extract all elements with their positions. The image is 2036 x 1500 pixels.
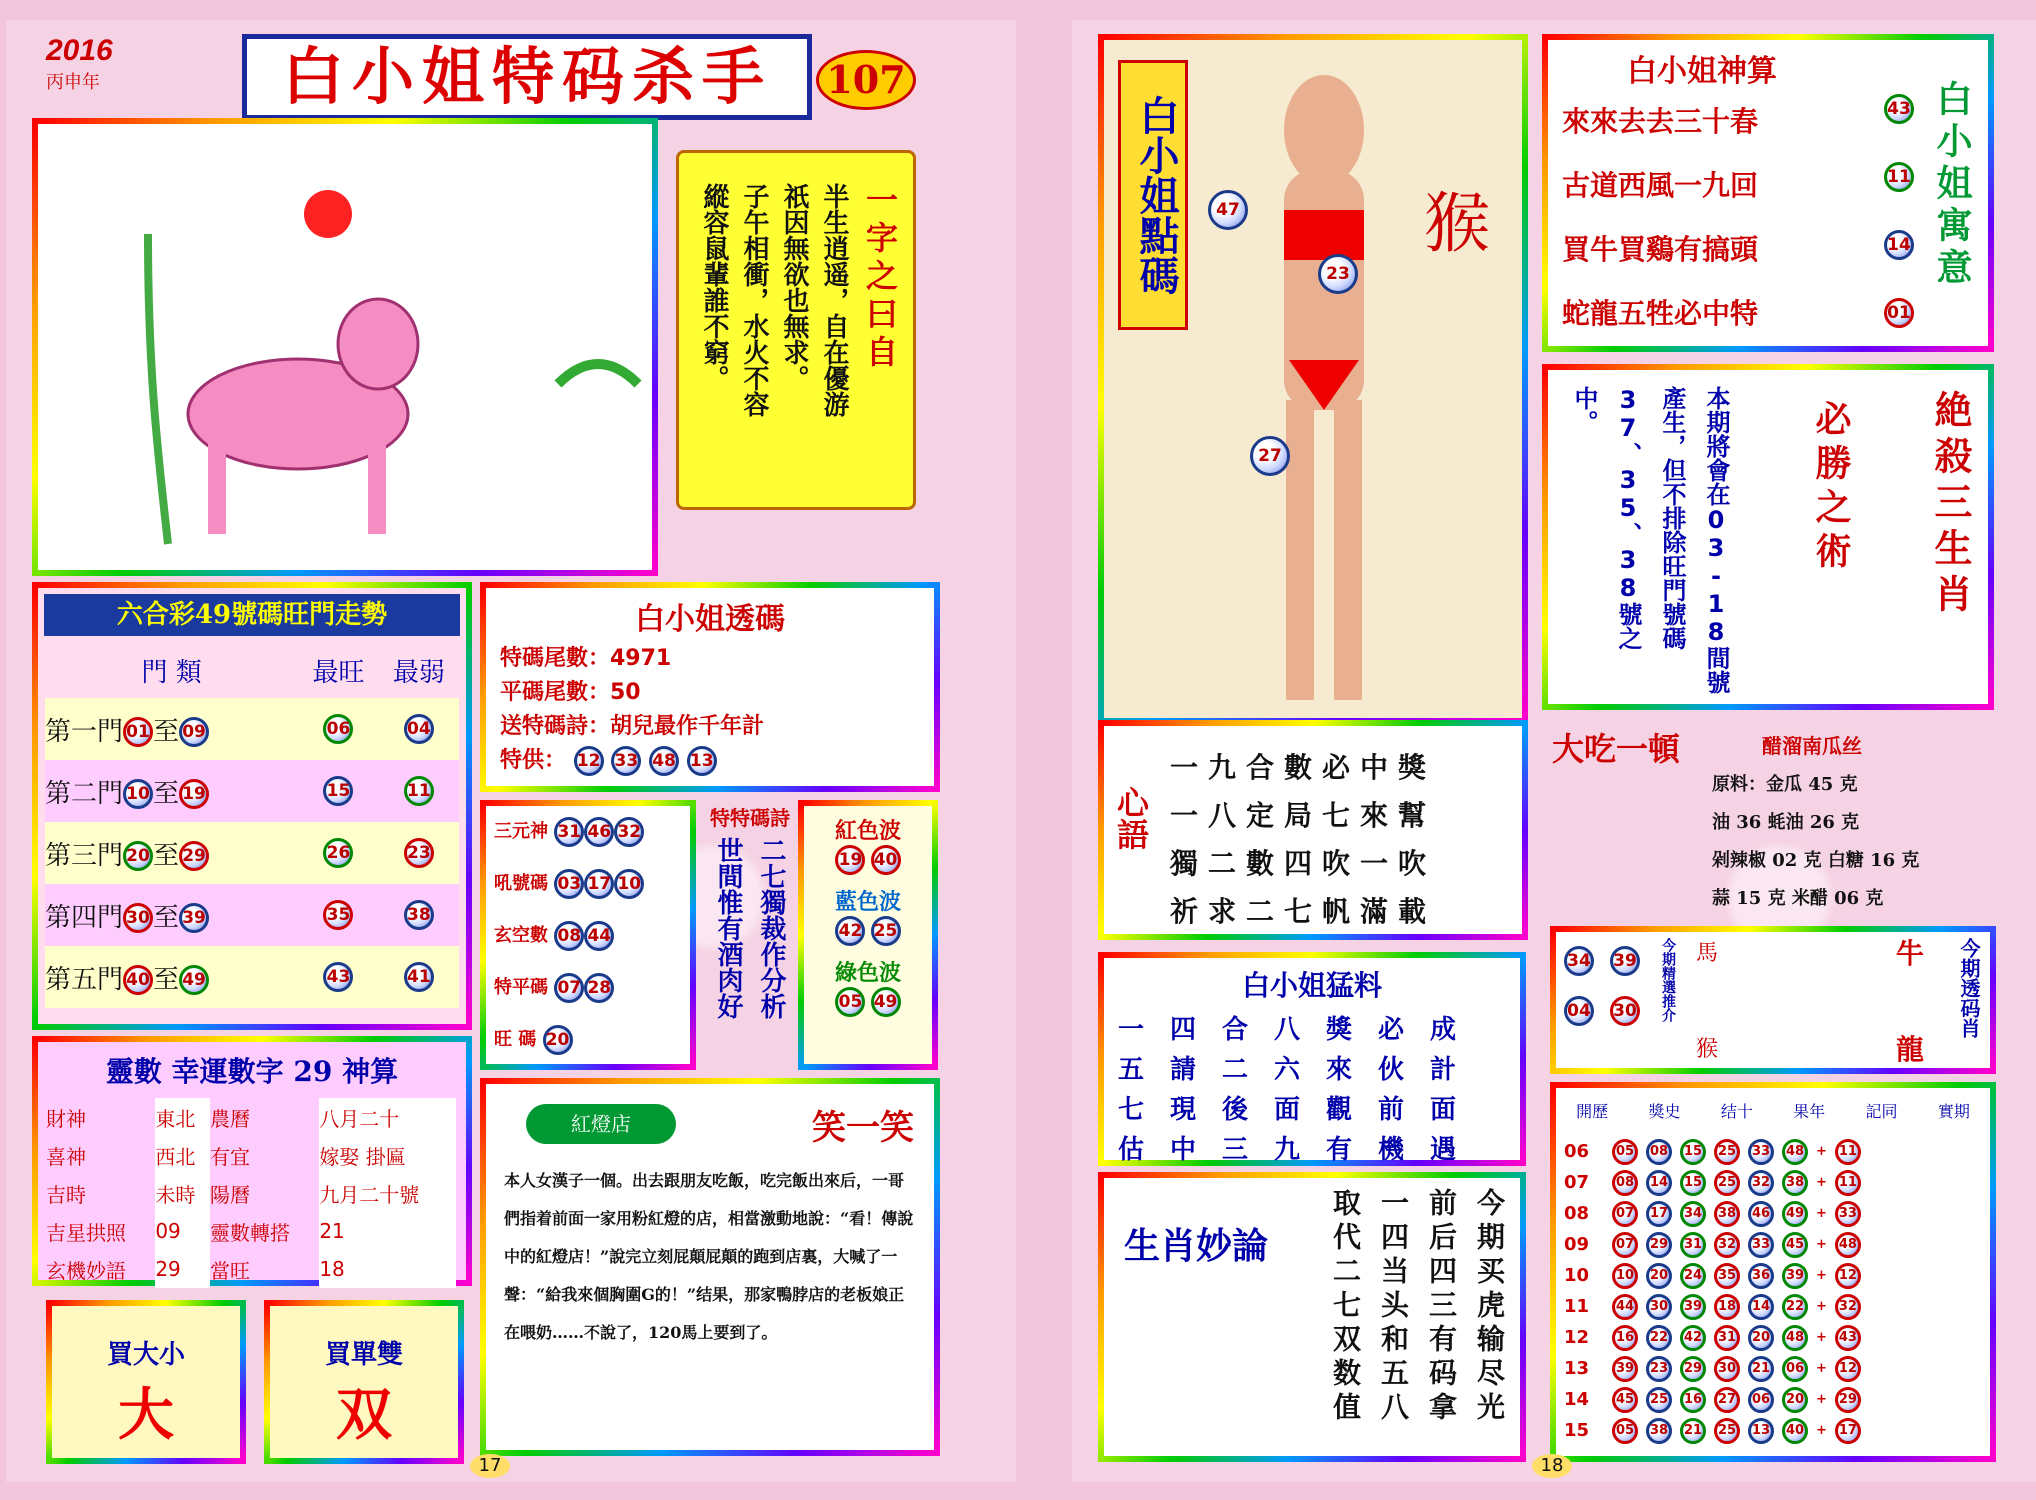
hist-header: 實期 [1937,1101,1970,1121]
ball: 17 [1646,1201,1672,1227]
sx-miao-lun [1098,1172,1526,1462]
row-label: 第五門 [45,964,124,995]
ball: 20 [1782,1387,1808,1413]
ball: 25 [1714,1170,1740,1196]
hist-period: 09 [1564,1234,1590,1255]
ball: 40 [1782,1418,1808,1444]
ball: 12 [1835,1356,1861,1382]
ball: 03 [554,869,584,899]
ball: 40 [871,845,901,875]
xin-line: 獨二數四吹一吹 [1170,847,1437,880]
ball: 08 [1612,1170,1638,1196]
recipe-line: 蒜 15 克 米醋 06 克 [1712,888,1884,909]
ball: 33 [1835,1201,1861,1227]
zodiac-horse: 馬 [1696,941,1719,966]
ball: 08 [554,921,584,951]
zodiac-dragon: 龍 [1896,1033,1925,1066]
lucky-cell: 西北 [155,1136,210,1174]
ball: 23 [1646,1356,1672,1382]
ball: 48 [649,746,679,776]
ball: 11 [1835,1170,1861,1196]
plus-sign: + [1816,1175,1827,1190]
ball: 27 [1714,1387,1740,1413]
ball: 20 [543,1025,573,1055]
col-header: 最旺 [312,657,365,688]
jin-tou: 今期透码肖 [1957,938,1981,1038]
ball: 19 [179,779,209,809]
tou-ma-box [480,582,940,792]
lucky-cell: 陽曆 [209,1182,250,1207]
hist-header: 記同 [1865,1101,1898,1121]
meng-row: 五請二六來伙計 [1118,1055,1483,1085]
recipe-line: 剁辣椒 02 克 白糖 16 克 [1712,850,1920,871]
ball: 05 [1612,1139,1638,1165]
hist-row [1564,1322,1982,1353]
big-small-box [46,1300,246,1464]
ball: 01 [123,717,153,747]
ball: 35 [323,900,353,930]
plus-sign: + [1816,1237,1827,1252]
ball: 21 [1748,1356,1774,1382]
trend-title: 六合彩49號碼旺門走勢 [44,594,460,636]
hist-period: 08 [1564,1203,1590,1224]
hist-row [1564,1415,1982,1446]
ball: 49 [1782,1201,1808,1227]
recipe-dish: 醋溜南瓜丝 [1762,734,1862,758]
lucky-cell: 09 [155,1212,210,1250]
lucky-cell: 未時 [155,1174,210,1212]
ball: 14 [1748,1294,1774,1320]
tou-title: 白小姐透碼 [635,602,785,637]
ball: 17 [584,869,614,899]
ball: 38 [1782,1170,1808,1196]
ball: 30 [123,903,153,933]
hist-row [1564,1136,1982,1167]
number-list [480,800,696,1070]
meng-row: 估中三九有機遇 [1118,1135,1483,1165]
tou-line: 送特碼詩：胡兒最作千年計 [500,714,765,739]
big-small-value: 大 [118,1382,174,1448]
ball: 28 [584,973,614,1003]
xin-line: 一九合數必中獎 [1170,751,1437,784]
bisheng-box [1542,364,1994,710]
ball: 39 [1680,1294,1706,1320]
num-label: 旺 碼 [494,1029,537,1050]
ball: 10 [1612,1263,1638,1289]
row-label: 第三門 [45,840,124,871]
ball: 24 [1680,1263,1706,1289]
special-poem-line: 二七獨裁作分析 [756,837,786,1019]
sx-title: 生肖妙論 [1124,1225,1269,1267]
year-block [46,34,196,104]
lucky-cell: 21 [319,1212,456,1250]
ball: 15 [1680,1170,1706,1196]
ball: 25 [871,916,901,946]
lucky-cell: 喜神 [46,1144,86,1169]
hist-row [1564,1291,1982,1322]
hist-period: 13 [1564,1358,1590,1379]
ball: 36 [1748,1263,1774,1289]
ball: 22 [1782,1294,1808,1320]
ball: 39 [1610,946,1640,976]
ball: 20 [1646,1263,1672,1289]
ball: 04 [404,714,434,744]
hist-period: 10 [1564,1265,1590,1286]
tou-line: 平碼尾數：50 [500,680,641,705]
ball: 21 [1680,1418,1706,1444]
recipe-line: 油 36 蚝油 26 克 [1712,812,1860,833]
ball: 49 [871,987,901,1017]
ball: 30 [1646,1294,1672,1320]
ball: 10 [123,779,153,809]
special-poem-line: 世間惟有酒肉好 [713,837,743,1019]
meng-row: 一四合八獎必成 [1118,1015,1483,1045]
num-label: 三元神 [494,821,548,842]
title-banner [242,34,812,120]
ball: 17 [1835,1418,1861,1444]
ball: 31 [554,817,584,847]
plus-sign: + [1816,1268,1827,1283]
ball: 20 [123,841,153,871]
lucky-cell: 吉星拱照 [46,1220,126,1245]
ball: 23 [1318,254,1358,294]
hist-period: 14 [1564,1389,1590,1410]
bisheng-text: 本期將會在03-18間號產生，但不排除旺門號碼37、35、38號之中。 [1570,386,1730,694]
jin-qi [1550,926,1996,1074]
wave-name: 綠色波 [834,960,901,986]
num-label: 玄空數 [494,925,548,946]
ball: 12 [1835,1263,1861,1289]
trend-row [45,698,459,760]
ball: 07 [1612,1232,1638,1258]
hist-row [1564,1229,1982,1260]
xin-yu [1098,720,1528,940]
ball: 35 [1714,1263,1740,1289]
ball: 13 [687,746,717,776]
ball: 18 [1714,1294,1740,1320]
joke-text: 本人女漢子一個。出去跟朋友吃飯，吃完飯出來后，一哥們指着前面一家用粉紅燈的店，相當激動地說：“看！傳說中的紅燈店！”說完立刻屁顛屁顛的跑到店裏，大喊了一聲：“給我來個胸圍G的！”结果，那家鴨脖店的老板娘正在喂奶……不說了，120馬上要到了。 [504,1171,914,1342]
sep: 至 [153,716,180,747]
ball: 48 [1835,1232,1861,1258]
joke-title: 笑一笑 [812,1108,914,1148]
shen-title: 白小姐神算 [1627,54,1777,89]
ball: 20 [1748,1325,1774,1351]
ball: 31 [1680,1232,1706,1258]
ball: 15 [323,776,353,806]
ball: 05 [1612,1418,1638,1444]
year-cn: 丙申年 [46,72,100,93]
ball: 43 [1884,94,1914,124]
color-waves [798,800,938,1070]
ball: 26 [323,838,353,868]
ball: 22 [1646,1325,1672,1351]
ball: 06 [1782,1356,1808,1382]
shen-line: 來來去去三十春 [1562,105,1759,138]
ball: 32 [1748,1170,1774,1196]
sep: 至 [153,902,180,933]
lucky-cell: 吉時 [46,1182,86,1207]
ball: 43 [323,962,353,992]
lucky-cell: 九月二十號 [319,1174,456,1212]
hist-period: 15 [1564,1420,1590,1441]
ball: 13 [1748,1418,1774,1444]
plus-sign: + [1816,1144,1827,1159]
shen-suan [1542,34,1994,352]
zodiac-animal: 猴 [1424,185,1490,262]
ball: 12 [574,746,604,776]
ball: 07 [1612,1201,1638,1227]
ball: 33 [1748,1232,1774,1258]
dian-title: 白小姐點碼 [1118,60,1188,330]
ball: 27 [1250,436,1290,476]
xin-line: 一八定局七來幫 [1170,799,1437,832]
page-number: 18 [1532,1454,1572,1478]
poem-line: 子午相衝，水火不容 [739,183,769,417]
lucky-cell: 29 [155,1250,210,1288]
ball: 48 [1782,1325,1808,1351]
wave-name: 紅色波 [834,818,901,844]
ball: 34 [1680,1201,1706,1227]
hist-period: 12 [1564,1327,1590,1348]
ball: 08 [1646,1139,1672,1165]
hist-row [1564,1384,1982,1415]
ball: 04 [1564,996,1594,1026]
trend-row [45,946,459,1008]
ball: 44 [584,921,614,951]
hist-header: 開歷 [1576,1101,1609,1121]
ball: 32 [614,817,644,847]
ball: 29 [1646,1232,1672,1258]
ball: 40 [123,965,153,995]
ball: 38 [1646,1418,1672,1444]
ball: 47 [1208,190,1248,230]
ball: 33 [1748,1139,1774,1165]
ball: 46 [1748,1201,1774,1227]
ball: 42 [835,916,865,946]
lucky-cell: 嫁娶 掛匾 [319,1136,456,1174]
ball: 44 [1612,1294,1638,1320]
ball: 39 [1782,1263,1808,1289]
tou-line: 特碼尾數：4971 [500,646,672,671]
recipe [1552,710,2002,920]
lucky-cell: 靈數轉搭 [209,1220,290,1245]
ball: 46 [584,817,614,847]
ball: 32 [1835,1294,1861,1320]
plus-sign: + [1816,1330,1827,1345]
joke-tag: 紅燈店 [526,1104,676,1144]
ball: 25 [1714,1418,1740,1444]
scroll-title: 一字之曰自 [861,183,899,373]
ball: 29 [1680,1356,1706,1382]
sep: 至 [153,840,180,871]
sx-col: 一四当头和五八 [1377,1188,1410,1426]
ball: 38 [404,900,434,930]
shen-line: 古道西風一九回 [1562,169,1759,202]
ball: 39 [179,903,209,933]
lucky-cell: 財神 [46,1106,86,1131]
ball: 07 [554,973,584,1003]
jin-tag: 今期精選推介 [1660,938,1676,1022]
model-figure-icon [1214,60,1434,710]
xin-line: 祈求二七帆滿載 [1170,895,1437,928]
hist-header: 果年 [1793,1101,1826,1121]
hist-row [1564,1353,1982,1384]
odd-even-title: 買單雙 [324,1340,403,1370]
recipe-title: 大吃一頓 [1552,730,1681,768]
row-label: 第一門 [45,716,124,747]
ball: 15 [1680,1139,1706,1165]
hist-period: 11 [1564,1296,1590,1317]
plus-sign: + [1816,1423,1827,1438]
kill-zodiac: 絶殺三生肖 [1928,390,1973,620]
ball: 06 [323,714,353,744]
poem-scroll [676,150,916,510]
row-label: 第二門 [45,778,124,809]
hist-period: 06 [1564,1141,1590,1162]
hist-period: 07 [1564,1172,1590,1193]
lucky-cell: 東北 [155,1098,210,1136]
poem-line: 縱容鼠輩誰不窮。 [699,183,729,391]
num-label: 吼號碼 [494,873,548,894]
ball: 10 [614,869,644,899]
lucky-cell: 農曆 [209,1106,250,1131]
ball: 25 [1714,1139,1740,1165]
hist-rows [1556,1132,1990,1450]
ball: 11 [1835,1139,1861,1165]
tou-line: 特供： [500,748,567,773]
ball: 33 [611,746,641,776]
ball: 34 [1564,946,1594,976]
hist-row [1564,1260,1982,1291]
ball: 30 [1714,1356,1740,1382]
ball: 16 [1612,1325,1638,1351]
hist-header: 结十 [1720,1101,1753,1121]
model-photo [1098,34,1528,724]
ball: 14 [1646,1170,1672,1196]
hist-row [1564,1198,1982,1229]
zodiac-monkey: 猴 [1696,1037,1719,1062]
ball: 25 [1646,1387,1672,1413]
plus-sign: + [1816,1299,1827,1314]
special-poem [702,802,798,1062]
ball: 19 [835,845,865,875]
lucky-cell: 八月二十 [319,1098,456,1136]
title: 白小姐特码杀手 [281,40,772,113]
trend-row [45,760,459,822]
zodiac-ox: 牛 [1896,937,1925,970]
ball: 05 [835,987,865,1017]
poem-line: 半生逍遥，自在優游 [819,183,849,417]
lucky-cell: 玄機妙語 [46,1258,126,1283]
ball: 23 [404,838,434,868]
shen-line: 蛇龍五牲必中特 [1562,297,1759,330]
ball: 11 [1884,162,1914,192]
ball: 30 [1610,996,1640,1026]
trend-row [45,884,459,946]
ball: 32 [1714,1232,1740,1258]
ball: 45 [1782,1232,1808,1258]
ball: 29 [1835,1387,1861,1413]
ball: 11 [404,776,434,806]
big-small-title: 買大小 [106,1340,185,1370]
ball: 38 [1714,1201,1740,1227]
ball: 41 [404,962,434,992]
hist-row [1564,1167,1982,1198]
lucky-cell: 有宜 [209,1144,250,1169]
odd-even-value: 双 [336,1382,392,1448]
ball: 39 [1612,1356,1638,1382]
right-page [1072,20,2036,1482]
ball: 49 [179,965,209,995]
ball: 16 [1680,1387,1706,1413]
ball: 29 [179,841,209,871]
issue-badge: 107 [816,50,916,110]
wave-name: 藍色波 [834,889,901,915]
ball: 48 [1782,1139,1808,1165]
year: 2016 [46,34,113,67]
ball: 31 [1714,1325,1740,1351]
recipe-line: 原料：金瓜 45 克 [1712,774,1858,795]
plus-sign: + [1816,1361,1827,1376]
lucky-cell: 18 [319,1250,456,1288]
lucky-numbers [32,1036,472,1286]
num-label: 特平碼 [494,977,548,998]
meng-liao [1098,952,1526,1166]
sep: 至 [153,778,180,809]
meng-row: 七現後面觀前面 [1118,1095,1483,1125]
plus-sign: + [1816,1392,1827,1407]
ball: 01 [1884,298,1914,328]
lucky-cell: 當旺 [209,1258,250,1283]
trend-table [32,582,472,1030]
xin-tag: 心語 [1112,786,1150,850]
ball: 09 [179,717,209,747]
meng-title: 白小姐猛料 [1241,969,1382,1002]
ball: 14 [1884,230,1914,260]
ball: 42 [1680,1325,1706,1351]
shen-line: 買牛買鷄有搞頭 [1562,233,1759,266]
ball: 06 [1748,1387,1774,1413]
page-number: 17 [470,1454,510,1478]
special-poem-title: 特特碼詩 [710,806,790,830]
lucky-title: 靈數 幸運數字 29 神算 [105,1055,399,1088]
ball: 43 [1835,1325,1861,1351]
trend-row [45,822,459,884]
poem-line: 祇因無欲也無求。 [779,183,809,391]
hist-header: 獎史 [1648,1101,1681,1121]
col-header: 門 類 [141,657,202,688]
sx-col: 取代二七双数值 [1329,1188,1362,1426]
history-table [1550,1082,1996,1462]
ball: 45 [1612,1387,1638,1413]
sx-col: 前后四三有码拿 [1425,1188,1458,1426]
row-label: 第四門 [45,902,124,933]
plus-sign: + [1816,1206,1827,1221]
sx-col: 今期买虎输尽光 [1473,1188,1506,1426]
bisheng-title: 必勝之術 [1810,400,1852,576]
sep: 至 [153,964,180,995]
col-header: 最弱 [392,657,445,688]
shen-side: 白小姐寓意 [1931,80,1973,290]
